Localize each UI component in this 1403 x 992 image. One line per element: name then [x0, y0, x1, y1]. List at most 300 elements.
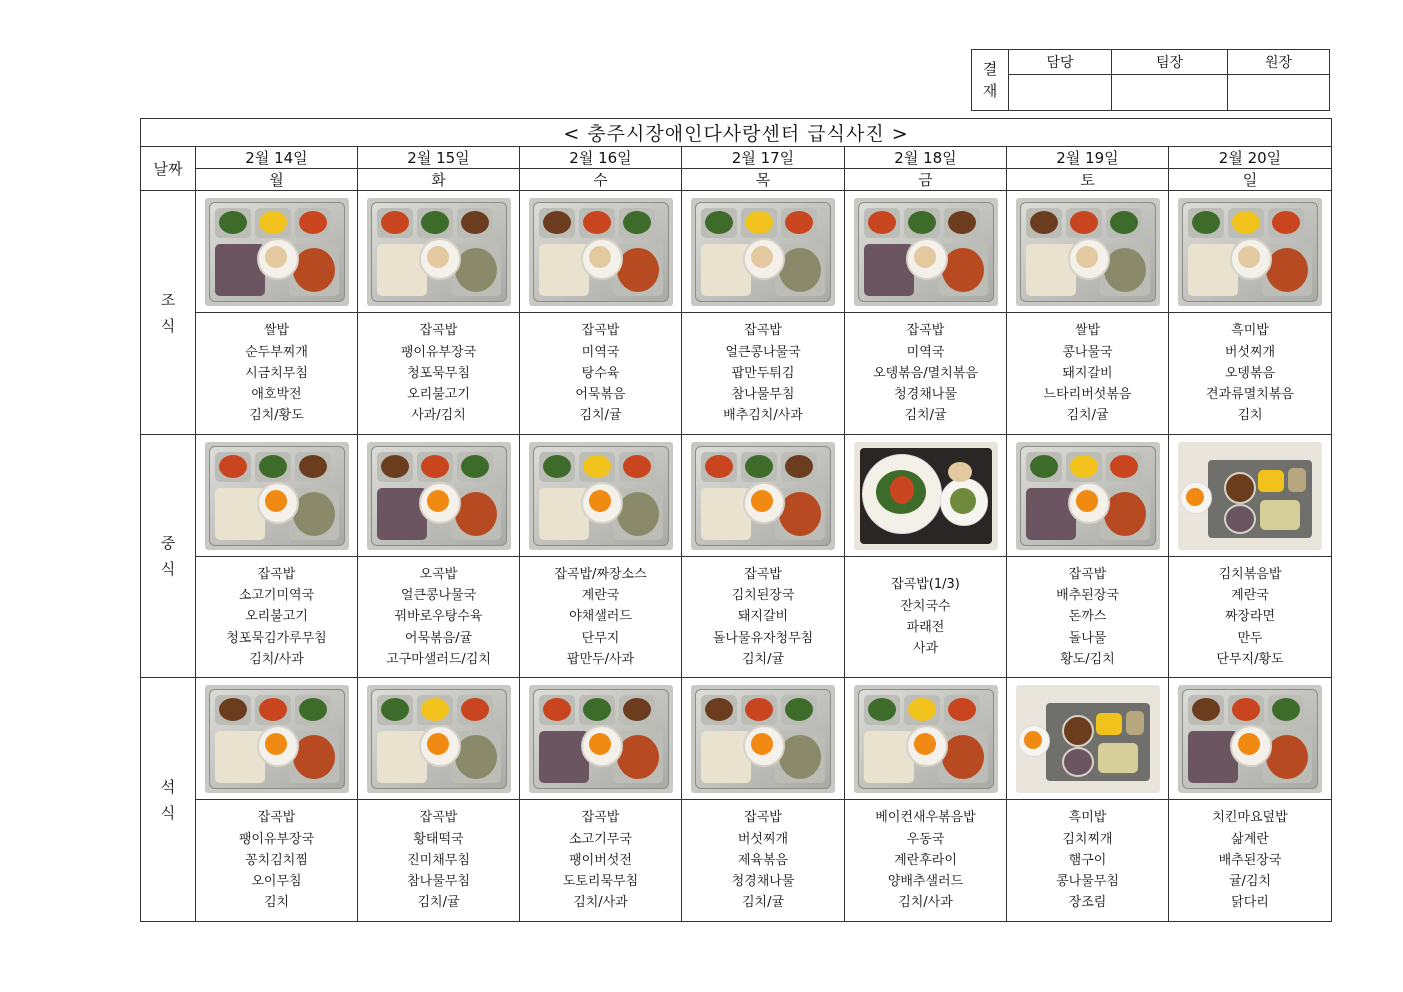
menu-item: 잡곡밥	[257, 566, 296, 582]
menu-item: 도토리묵무침	[562, 874, 639, 890]
meal-photo	[854, 198, 998, 306]
menu-item: 순두부찌개	[245, 344, 308, 360]
approval-box	[971, 49, 1330, 111]
food-shape	[785, 455, 813, 478]
food-shape	[779, 492, 821, 536]
food-shape	[785, 211, 813, 234]
meal-photo	[691, 442, 835, 550]
food-shape	[293, 492, 335, 536]
food-shape	[948, 462, 972, 482]
weekday-cell: 목	[682, 169, 845, 191]
food-shape	[1098, 743, 1138, 773]
approval-signature-team-lead[interactable]	[1112, 75, 1228, 111]
approval-signature-director[interactable]	[1228, 75, 1330, 111]
menu-item: 야채샐러드	[569, 609, 632, 625]
menu-items-cell	[1007, 313, 1169, 435]
food-shape	[1030, 455, 1058, 478]
menu-item: 소고기미역국	[238, 588, 315, 604]
menu-item: 배추김치/사과	[723, 408, 803, 424]
food-shape	[589, 490, 611, 512]
weekday-cell: 화	[358, 169, 520, 191]
menu-items-cell	[845, 800, 1007, 922]
food-shape	[1110, 211, 1138, 234]
menu-item: 시금치무침	[245, 365, 308, 381]
food-shape	[377, 731, 427, 783]
meal-photo-cell	[1169, 678, 1332, 800]
food-shape	[265, 733, 287, 755]
food-shape	[1096, 713, 1122, 735]
food-shape	[948, 211, 976, 234]
meal-label-breakfast: 조 식	[141, 191, 196, 435]
food-shape	[583, 698, 611, 721]
food-shape	[779, 248, 821, 292]
food-shape	[1272, 211, 1300, 234]
meal-photo-cell	[520, 435, 682, 557]
food-shape	[583, 455, 611, 478]
food-shape	[1232, 698, 1260, 721]
food-shape	[259, 698, 287, 721]
meal-photo	[529, 198, 673, 306]
menu-item: 김치/귤	[904, 408, 947, 424]
menu-item: 견과류멸치볶음	[1206, 387, 1294, 403]
menu-item: 김치/사과	[249, 651, 304, 667]
menu-item: 김치/귤	[579, 408, 622, 424]
food-shape	[914, 246, 936, 268]
menu-item: 돌나물	[1068, 630, 1107, 646]
meal-photo	[1178, 685, 1322, 793]
menu-item: 돈까스	[1068, 609, 1107, 625]
menu-item: 팝만두/사과	[566, 651, 635, 667]
date-cell: 2월 19일	[1007, 147, 1169, 169]
menu-item: 청경채나물	[731, 874, 795, 890]
meal-photo-cell	[520, 191, 682, 313]
menu-item: 참나물무침	[731, 387, 795, 403]
meal-photo	[1178, 198, 1322, 306]
menu-item: 오뎅볶음/멸치볶음	[873, 365, 978, 381]
menu-item: 잡곡밥	[744, 323, 782, 339]
food-shape	[381, 211, 409, 234]
food-shape	[215, 244, 265, 296]
menu-item: 흑미밥	[1068, 810, 1107, 826]
menu-items-cell	[1169, 313, 1332, 435]
food-shape	[705, 211, 733, 234]
food-shape	[705, 455, 733, 478]
menu-item: 김치/귤	[1066, 408, 1109, 424]
menu-item: 김치/귤	[417, 895, 460, 911]
food-shape	[265, 490, 287, 512]
meal-photo-cell	[1007, 191, 1169, 313]
menu-item: 햄구이	[1068, 852, 1107, 868]
meal-photo-cell	[1007, 435, 1169, 557]
meal-photo	[367, 198, 511, 306]
food-shape	[461, 698, 489, 721]
food-shape	[1062, 715, 1094, 747]
menu-item: 베이컨새우볶음밥	[875, 810, 976, 826]
menu-item: 애호박전	[251, 387, 302, 403]
food-shape	[1266, 248, 1308, 292]
menu-item: 귤/김치	[1228, 874, 1272, 890]
menu-items-cell	[358, 557, 520, 678]
menu-item: 버섯찌개	[737, 831, 789, 847]
food-shape	[751, 246, 773, 268]
menu-item: 김치/사과	[898, 895, 953, 911]
food-shape	[589, 246, 611, 268]
meal-photo	[367, 685, 511, 793]
menu-item: 닭다리	[1231, 895, 1269, 911]
menu-item: 고구마샐러드/김치	[386, 651, 491, 667]
food-shape	[908, 211, 936, 234]
food-shape	[1238, 246, 1260, 268]
menu-item: 배추된장국	[1218, 852, 1282, 868]
approval-role-director: 원장	[1228, 50, 1330, 75]
food-shape	[1192, 698, 1220, 721]
approval-side-label: 결 재	[972, 50, 1009, 111]
food-shape	[623, 698, 651, 721]
date-cell: 2월 18일	[845, 147, 1007, 169]
menu-item: 잡곡밥	[581, 323, 620, 339]
menu-items-cell	[520, 800, 682, 922]
food-shape	[745, 698, 773, 721]
menu-items-cell	[196, 313, 358, 435]
menu-item: 김치/사과	[573, 895, 628, 911]
menu-items-cell	[1007, 800, 1169, 922]
menu-item: 오리불고기	[245, 609, 308, 625]
menu-items-cell	[682, 800, 845, 922]
food-shape	[299, 211, 327, 234]
meal-photo	[1016, 442, 1160, 550]
food-shape	[864, 244, 914, 296]
menu-items-cell	[682, 557, 845, 678]
menu-items-cell	[196, 800, 358, 922]
menu-item: 잡곡밥/짜장소스	[554, 566, 647, 582]
food-shape	[455, 735, 497, 779]
menu-item: 오리불고기	[407, 387, 470, 403]
food-shape	[1260, 500, 1300, 530]
menu-item: 꿔바로우탕수육	[394, 609, 483, 625]
food-shape	[948, 698, 976, 721]
menu-item: 우동국	[906, 831, 945, 847]
food-shape	[868, 211, 896, 234]
food-shape	[617, 492, 659, 536]
menu-item: 오곡밥	[419, 566, 458, 582]
food-shape	[1110, 455, 1138, 478]
food-shape	[299, 698, 327, 721]
meal-photo-cell	[358, 191, 520, 313]
food-shape	[421, 698, 449, 721]
meal-photo	[1178, 442, 1322, 550]
food-shape	[427, 490, 449, 512]
food-shape	[1024, 731, 1042, 749]
menu-item: 잡곡밥	[419, 323, 458, 339]
food-shape	[219, 698, 247, 721]
food-shape	[461, 455, 489, 478]
food-shape	[623, 455, 651, 478]
meal-photo-cell	[1007, 678, 1169, 800]
menu-item: 쌀밥	[1074, 323, 1101, 339]
food-shape	[1076, 490, 1098, 512]
menu-item: 치킨마요덮밥	[1212, 810, 1288, 826]
meal-photo	[854, 442, 998, 550]
food-shape	[259, 455, 287, 478]
date-cell: 2월 20일	[1169, 147, 1332, 169]
menu-item: 김치/귤	[741, 895, 785, 911]
menu-item: 김치찌개	[1062, 831, 1113, 847]
food-shape	[455, 492, 497, 536]
food-shape	[421, 211, 449, 234]
menu-items-cell	[845, 313, 1007, 435]
page-title: < 충주시장애인다사랑센터 급식사진 >	[141, 119, 1332, 147]
menu-items-cell	[1169, 557, 1332, 678]
menu-item: 청포묵김가루무침	[226, 630, 327, 646]
food-shape	[421, 455, 449, 478]
approval-signature-staff[interactable]	[1009, 75, 1112, 111]
food-shape	[219, 211, 247, 234]
meal-photo	[529, 442, 673, 550]
menu-item: 삶계란	[1231, 831, 1269, 847]
menu-item: 김치/귤	[741, 651, 785, 667]
menu-items-cell	[358, 313, 520, 435]
menu-item: 단무지	[581, 630, 620, 646]
menu-item: 꽁치김치찜	[245, 852, 308, 868]
food-shape	[543, 455, 571, 478]
meal-photo	[691, 198, 835, 306]
menu-items-cell	[520, 313, 682, 435]
food-shape	[377, 488, 427, 540]
food-shape	[259, 211, 287, 234]
menu-item: 계란후라이	[894, 852, 957, 868]
food-shape	[868, 698, 896, 721]
menu-item: 진미채무침	[407, 852, 470, 868]
food-shape	[1030, 211, 1058, 234]
food-shape	[1266, 735, 1308, 779]
approval-role-team-lead: 팀장	[1112, 50, 1228, 75]
meal-photo-cell	[196, 435, 358, 557]
menu-item: 양배추샐러드	[887, 874, 964, 890]
meal-photo-cell	[196, 191, 358, 313]
menu-item: 잡곡밥	[1068, 566, 1107, 582]
food-shape	[455, 248, 497, 292]
food-shape	[942, 248, 984, 292]
food-shape	[1062, 747, 1094, 777]
menu-item: 잡곡밥(1/3)	[891, 577, 960, 593]
menu-item: 김치	[1237, 408, 1263, 424]
menu-item: 팽이유부장국	[238, 831, 315, 847]
weekday-cell: 수	[520, 169, 682, 191]
menu-item: 돼지갈비	[1062, 365, 1113, 381]
food-shape	[745, 211, 773, 234]
menu-item: 오뎅볶음	[1224, 365, 1276, 381]
food-shape	[219, 455, 247, 478]
food-shape	[215, 488, 265, 540]
menu-item: 버섯찌개	[1224, 344, 1276, 360]
menu-item: 얼큰콩나물국	[400, 588, 477, 604]
food-shape	[745, 455, 773, 478]
menu-item: 어묵볶음	[575, 387, 626, 403]
food-shape	[539, 731, 589, 783]
food-shape	[543, 211, 571, 234]
meal-photo-cell	[682, 678, 845, 800]
weekday-cell: 금	[845, 169, 1007, 191]
food-shape	[1026, 488, 1076, 540]
food-shape	[779, 735, 821, 779]
food-shape	[1070, 211, 1098, 234]
meal-photo	[691, 685, 835, 793]
food-shape	[293, 248, 335, 292]
food-shape	[543, 698, 571, 721]
menu-items-cell	[1169, 800, 1332, 922]
food-shape	[1272, 698, 1300, 721]
menu-item: 잡곡밥	[906, 323, 945, 339]
menu-item: 잡곡밥	[257, 810, 296, 826]
food-shape	[785, 698, 813, 721]
menu-items-cell	[845, 557, 1007, 678]
weekday-cell: 일	[1169, 169, 1332, 191]
menu-item: 만두	[1237, 630, 1263, 646]
date-cell: 2월 17일	[682, 147, 845, 169]
food-shape	[914, 733, 936, 755]
meal-photo	[205, 685, 349, 793]
meal-photo-table	[140, 118, 1332, 922]
menu-item: 미역국	[581, 344, 620, 360]
menu-item: 계란국	[581, 588, 620, 604]
meal-photo	[1016, 685, 1160, 793]
meal-photo	[854, 685, 998, 793]
food-shape	[751, 733, 773, 755]
menu-items-cell	[520, 557, 682, 678]
menu-item: 계란국	[1231, 588, 1269, 604]
food-shape	[617, 248, 659, 292]
meal-photo-cell	[682, 435, 845, 557]
menu-item: 파래전	[906, 620, 945, 635]
meal-photo-cell	[358, 435, 520, 557]
menu-item: 콩나물무침	[1056, 874, 1119, 890]
meal-rows	[141, 191, 1332, 922]
meal-photo-cell	[358, 678, 520, 800]
menu-item: 김치된장국	[731, 588, 795, 604]
food-shape	[1076, 246, 1098, 268]
menu-item: 탕수육	[581, 365, 620, 381]
menu-items-cell	[358, 800, 520, 922]
food-shape	[623, 211, 651, 234]
menu-item: 참나물무침	[407, 874, 470, 890]
menu-item: 배추된장국	[1056, 588, 1119, 604]
meal-label-dinner: 석 식	[141, 678, 196, 922]
food-shape	[265, 246, 287, 268]
approval-role-staff: 담당	[1009, 50, 1112, 75]
menu-item: 사과/김치	[411, 408, 466, 424]
food-shape	[377, 244, 427, 296]
date-cell: 2월 14일	[196, 147, 358, 169]
meal-photo-cell	[845, 435, 1007, 557]
menu-item: 단무지/황도	[1216, 651, 1284, 667]
menu-item: 잡곡밥	[581, 810, 620, 826]
menu-item: 느타리버섯볶음	[1043, 387, 1132, 403]
food-shape	[908, 698, 936, 721]
menu-item: 오이무침	[251, 874, 302, 890]
menu-item: 미역국	[906, 344, 945, 360]
menu-item: 팽이버섯전	[569, 852, 632, 868]
weekday-cell: 월	[196, 169, 358, 191]
menu-item: 김치볶음밥	[1218, 566, 1282, 582]
food-shape	[942, 735, 984, 779]
menu-item: 황도/김치	[1060, 651, 1115, 667]
menu-item: 잡곡밥	[419, 810, 458, 826]
food-shape	[539, 488, 589, 540]
food-shape	[1224, 472, 1256, 504]
food-shape	[589, 733, 611, 755]
menu-item: 청경채나물	[894, 387, 957, 403]
meal-photo	[1016, 198, 1160, 306]
menu-item: 사과	[912, 641, 939, 657]
food-shape	[1288, 468, 1306, 492]
menu-item: 팝만두튀김	[731, 365, 795, 381]
meal-photo	[529, 685, 673, 793]
meal-photo	[367, 442, 511, 550]
date-cell: 2월 15일	[358, 147, 520, 169]
menu-items-cell	[196, 557, 358, 678]
food-shape	[1126, 711, 1144, 735]
menu-items-cell	[682, 313, 845, 435]
meal-photo-cell	[520, 678, 682, 800]
food-shape	[215, 731, 265, 783]
food-shape	[1238, 733, 1260, 755]
food-shape	[539, 244, 589, 296]
food-shape	[1192, 211, 1220, 234]
menu-item: 김치	[263, 895, 290, 911]
food-shape	[864, 731, 914, 783]
food-shape	[617, 735, 659, 779]
meal-photo	[205, 442, 349, 550]
menu-item: 황태떡국	[413, 831, 464, 847]
menu-items-cell	[1007, 557, 1169, 678]
menu-item: 제육볶음	[737, 852, 789, 868]
menu-item: 잡곡밥	[744, 810, 782, 826]
meal-photo	[205, 198, 349, 306]
menu-item: 흑미밥	[1231, 323, 1269, 339]
menu-item: 얼큰콩나물국	[725, 344, 801, 360]
food-shape	[1258, 470, 1284, 492]
menu-item: 어묵볶음/귤	[404, 630, 473, 646]
meal-photo-cell	[196, 678, 358, 800]
menu-item: 소고기무국	[569, 831, 632, 847]
food-shape	[705, 698, 733, 721]
food-shape	[1104, 492, 1146, 536]
menu-item: 청포묵무침	[407, 365, 470, 381]
food-shape	[293, 735, 335, 779]
menu-item: 김치/황도	[249, 408, 304, 424]
food-shape	[381, 698, 409, 721]
food-shape	[1070, 455, 1098, 478]
food-shape	[427, 246, 449, 268]
date-cell: 2월 16일	[520, 147, 682, 169]
menu-item: 팽이유부장국	[400, 344, 477, 360]
food-shape	[950, 488, 976, 514]
food-shape	[1104, 248, 1146, 292]
menu-item: 돼지갈비	[737, 609, 789, 625]
menu-item: 잡곡밥	[744, 566, 782, 582]
food-shape	[1026, 244, 1076, 296]
food-shape	[381, 455, 409, 478]
menu-item: 콩나물국	[1062, 344, 1113, 360]
food-shape	[299, 455, 327, 478]
food-shape	[1232, 211, 1260, 234]
menu-item: 짜장라면	[1224, 609, 1276, 625]
weekday-cell: 토	[1007, 169, 1169, 191]
food-shape	[890, 476, 914, 504]
date-header-label: 날짜	[141, 147, 196, 191]
menu-item: 장조림	[1068, 895, 1107, 911]
meal-photo-cell	[1169, 191, 1332, 313]
